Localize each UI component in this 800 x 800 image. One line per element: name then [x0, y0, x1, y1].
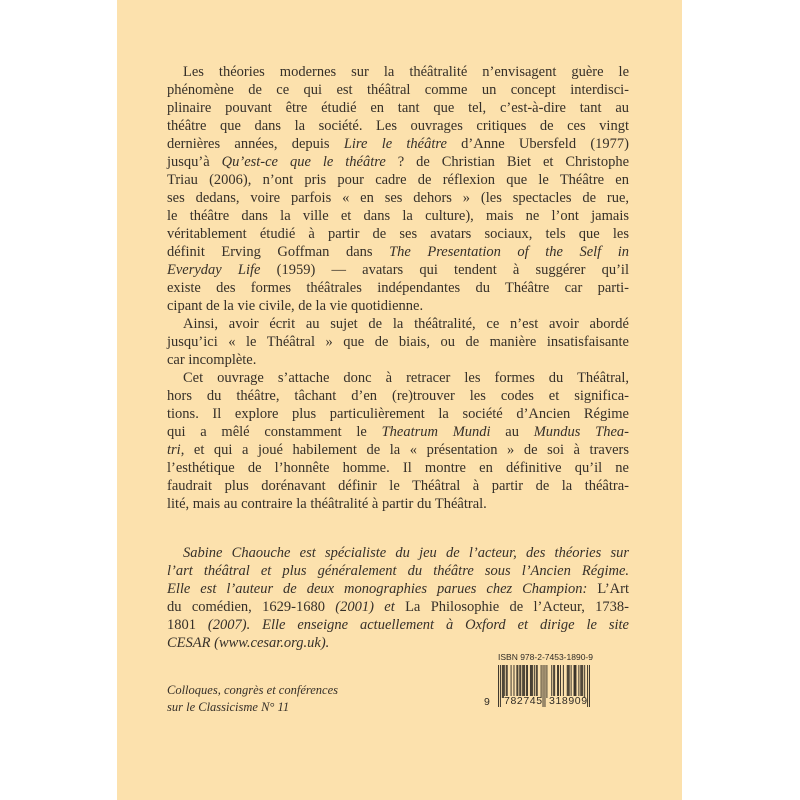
text-line: dernières années, depuis Lire le théâtre d’Anne Ubersfeld (1977)	[167, 136, 629, 152]
barcode-row	[480, 665, 592, 711]
text-line: ses dedans, voire parfois « en ses dehors » (les spectacles de rue,	[167, 190, 629, 206]
text-line: Les théories modernes sur la théâtralité n’envisagent guère le	[183, 64, 629, 80]
text-line: véritablement étudié à partir de ses avatars sociaux, tels que les	[167, 226, 629, 242]
text-line: Everyday Life (1959) — avatars qui tendent à suggérer qu’il	[167, 262, 629, 278]
text-line: existe des formes théâtrales indépendantes du Théâtre car parti-	[167, 280, 629, 296]
text-line: l’esthétique de l’honnête homme. Il montre en définitive qu’il ne	[167, 460, 629, 476]
text-line: cipant de la vie civile, de la vie quotidienne.	[167, 298, 424, 314]
text-line: Triau (2006), n’ont pris pour cadre de réflexion que le Théâtre en	[167, 172, 629, 188]
text-line: tions. Il explore plus particulièrement la société d’Ancien Régime	[167, 406, 629, 422]
text-line: l’art théâtral et plus généralement du théâtre sous l’Ancien Régime.	[167, 563, 629, 579]
text-line: hors du théâtre, tâchant d’en (re)trouver les codes et significa-	[167, 388, 629, 404]
text-line: lité, mais au contraire la théâtralité à partir du Théâtral.	[167, 496, 487, 512]
barcode-bars	[498, 665, 590, 707]
text-line: Cet ouvrage s’attache donc à retracer les formes du Théâtral,	[183, 370, 629, 386]
text-line: Sabine Chaouche est spécialiste du jeu de l’acteur, des théories sur	[183, 545, 629, 561]
text-line: jusqu’à Qu’est-ce que le théâtre ? de Christian Biet et Christophe	[167, 154, 630, 170]
series-note-line2: sur le Classicisme N° 11	[167, 700, 290, 714]
barcode-digits-right: 318909	[549, 695, 588, 707]
text-line: définit Erving Goffman dans The Presentation of the Self in	[167, 244, 629, 260]
text-line: tri, et qui a joué habilement de la « présentation » de soi à travers	[167, 442, 629, 458]
text-line: car incomplète.	[167, 352, 257, 368]
author-bio	[167, 544, 629, 652]
text-line: faudrait plus dorénavant définir le Théâtral à partir de la théâtra-	[167, 478, 629, 494]
paragraph	[167, 315, 629, 369]
book-back-cover	[117, 0, 682, 800]
isbn-barcode	[480, 653, 592, 711]
text-line: le théâtre dans la ville et dans la culture), mais ne l’ont jamais	[167, 208, 629, 224]
paragraph	[167, 63, 629, 315]
text-line: théâtre que dans la société. Les ouvrages critiques de ces vingt	[167, 118, 629, 134]
barcode-lead-digit: 9	[484, 696, 490, 708]
series-note-line1: Colloques, congrès et conférences	[167, 683, 339, 697]
series-note	[167, 682, 338, 716]
synopsis-text	[167, 63, 629, 513]
barcode-digits-left: 782745	[504, 695, 543, 707]
text-line: CESAR (www.cesar.org.uk).	[167, 635, 330, 651]
text-line: phénomène de ce qui est théâtral comme un concept interdisci-	[167, 82, 629, 98]
text-line: qui a mêlé constamment le Theatrum Mundi au Mundus Thea-	[167, 424, 629, 440]
paragraph	[167, 369, 629, 513]
paragraph	[167, 544, 629, 652]
text-line: plinaire pouvant être étudié en tant que tel, c’est-à-dire tant au	[167, 100, 629, 116]
isbn-label: ISBN 978-2-7453-1890-9	[498, 652, 593, 662]
text-line: jusqu’ici « le Théâtral » que de biais, ou de manière insatisfaisante	[167, 334, 629, 350]
text-line: 1801 (2007). Elle enseigne actuellement à Oxford et dirige le site	[167, 617, 629, 633]
text-line: Elle est l’auteur de deux monographies parues chez Champion: L’Art	[167, 581, 629, 597]
text-line: Ainsi, avoir écrit au sujet de la théâtralité, ce n’est avoir abordé	[183, 316, 629, 332]
text-line: du comédien, 1629-1680 (2001) et La Philosophie de l’Acteur, 1738-	[167, 599, 630, 615]
